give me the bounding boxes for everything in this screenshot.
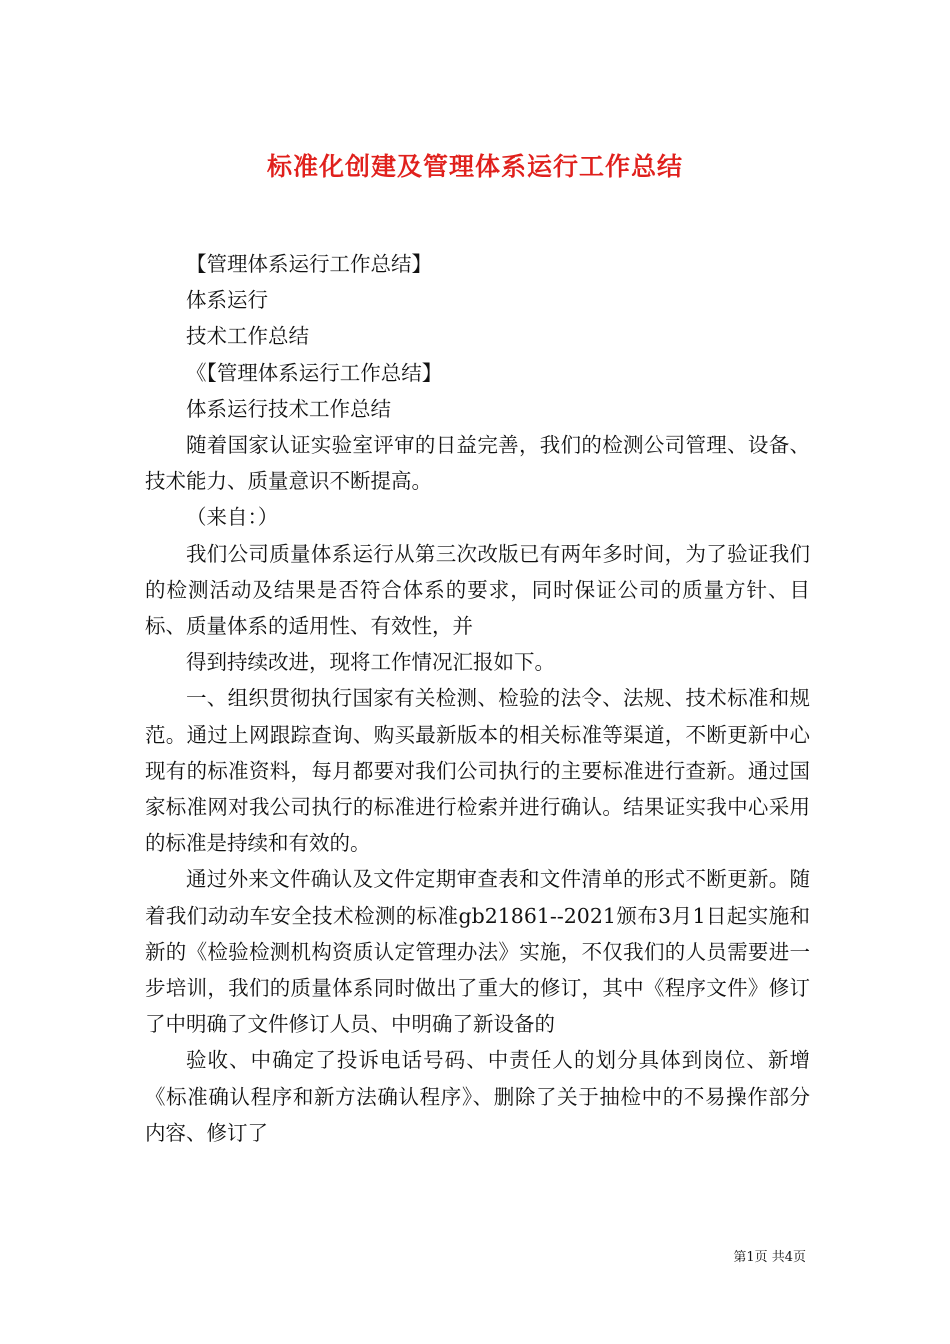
- paragraph: （来自：）: [186, 505, 279, 530]
- paragraph: 《【管理体系运行工作总结】: [186, 360, 443, 385]
- paragraph: 体系运行: [186, 288, 268, 313]
- document-body: [145, 246, 810, 1151]
- paragraph: 【管理体系运行工作总结】: [186, 252, 432, 276]
- page-number: 第1页 共4页: [733, 1250, 806, 1265]
- paragraph: 验收、中确定了投诉电话号码、中责任人的划分具体到岗位、新增《标准确认程序和新方法确认程序》、删除了关于抽检中的不易操作部分内容、修订了: [145, 1048, 810, 1145]
- paragraph: 得到持续改进，现将工作情况汇报如下。: [186, 650, 555, 675]
- paragraph: 通过外来文件确认及文件定期审查表和文件清单的形式不断更新。随着我们动动车安全技术检测的标准gb21861--2021颁布3月1日起实施和新的《检验检测机构资质认定管理办法》实施，不仅我们的人员需要进一步培训，我们的质量体系同时做出了重大的修订，其中《程序文件》修订了中明确了文件修订人员、中明确了新设备的: [145, 867, 810, 1037]
- paragraph: 一、组织贯彻执行国家有关检测、检验的法令、法规、技术标准和规范。通过上网跟踪查询、购买最新版本的相关标准等渠道，不断更新中心现有的标准资料，每月都要对我们公司执行的主要标准进行查新。通过国家标准网对我公司执行的标准进行检索并进行确认。结果证实我中心采用的标准是持续和有效的。: [145, 686, 810, 856]
- paragraph: 随着国家认证实验室评审的日益完善，我们的检测公司管理、设备、技术能力、质量意识不断提高。: [145, 433, 810, 494]
- paragraph: 我们公司质量体系运行从第三次改版已有两年多时间，为了验证我们的检测活动及结果是否符合体系的要求，同时保证公司的质量方针、目标、质量体系的适用性、有效性，并: [145, 541, 810, 639]
- page-title: 标准化创建及管理体系运行工作总结: [266, 151, 683, 181]
- paragraph: 体系运行技术工作总结: [186, 396, 391, 421]
- paragraph: 技术工作总结: [186, 324, 309, 349]
